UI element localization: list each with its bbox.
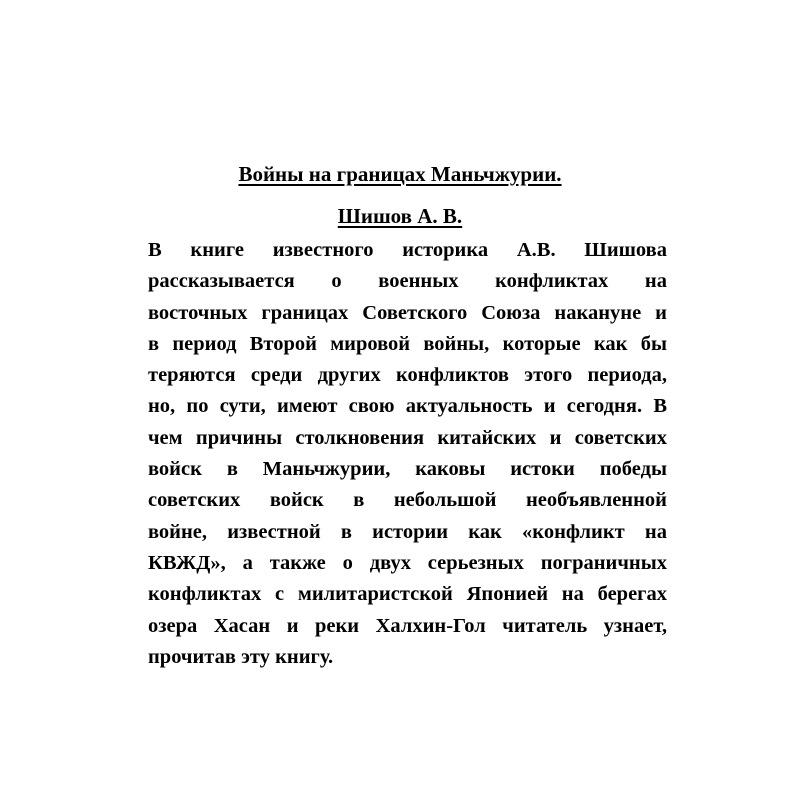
book-title: Войны на границах Маньчжурии. xyxy=(238,162,562,186)
description-line: КВЖД», а также о двух серьезных пограничных xyxy=(148,551,667,574)
book-description xyxy=(148,235,667,673)
description-line: конфликтах с милитаристской Японией на берегах xyxy=(148,583,667,606)
description-line: войск в Маньчжурии, каковы истоки победы xyxy=(148,458,667,481)
description-line: советских войск в небольшой необъявленной xyxy=(148,489,667,512)
book-author: Шишов А. В. xyxy=(337,204,463,228)
description-line: прочитав эту книгу. xyxy=(148,645,334,668)
description-line: озера Хасан и реки Халхин-Гол читатель узнает, xyxy=(148,614,667,637)
description-line: но, по сути, имеют свою актуальность и сегодня. В xyxy=(148,395,667,418)
description-line: в период Второй мировой войны, которые как бы xyxy=(148,332,667,355)
description-line: теряются среди других конфликтов этого периода, xyxy=(148,364,667,387)
description-line: восточных границах Советского Союза накануне и xyxy=(148,301,667,324)
description-line: рассказывается о военных конфликтах на xyxy=(148,270,667,293)
description-line: войне, известной в истории как «конфликт на xyxy=(148,520,667,543)
description-line: чем причины столкновения китайских и советских xyxy=(148,426,667,449)
description-line: В книге известного историка А.В. Шишова xyxy=(148,239,667,261)
